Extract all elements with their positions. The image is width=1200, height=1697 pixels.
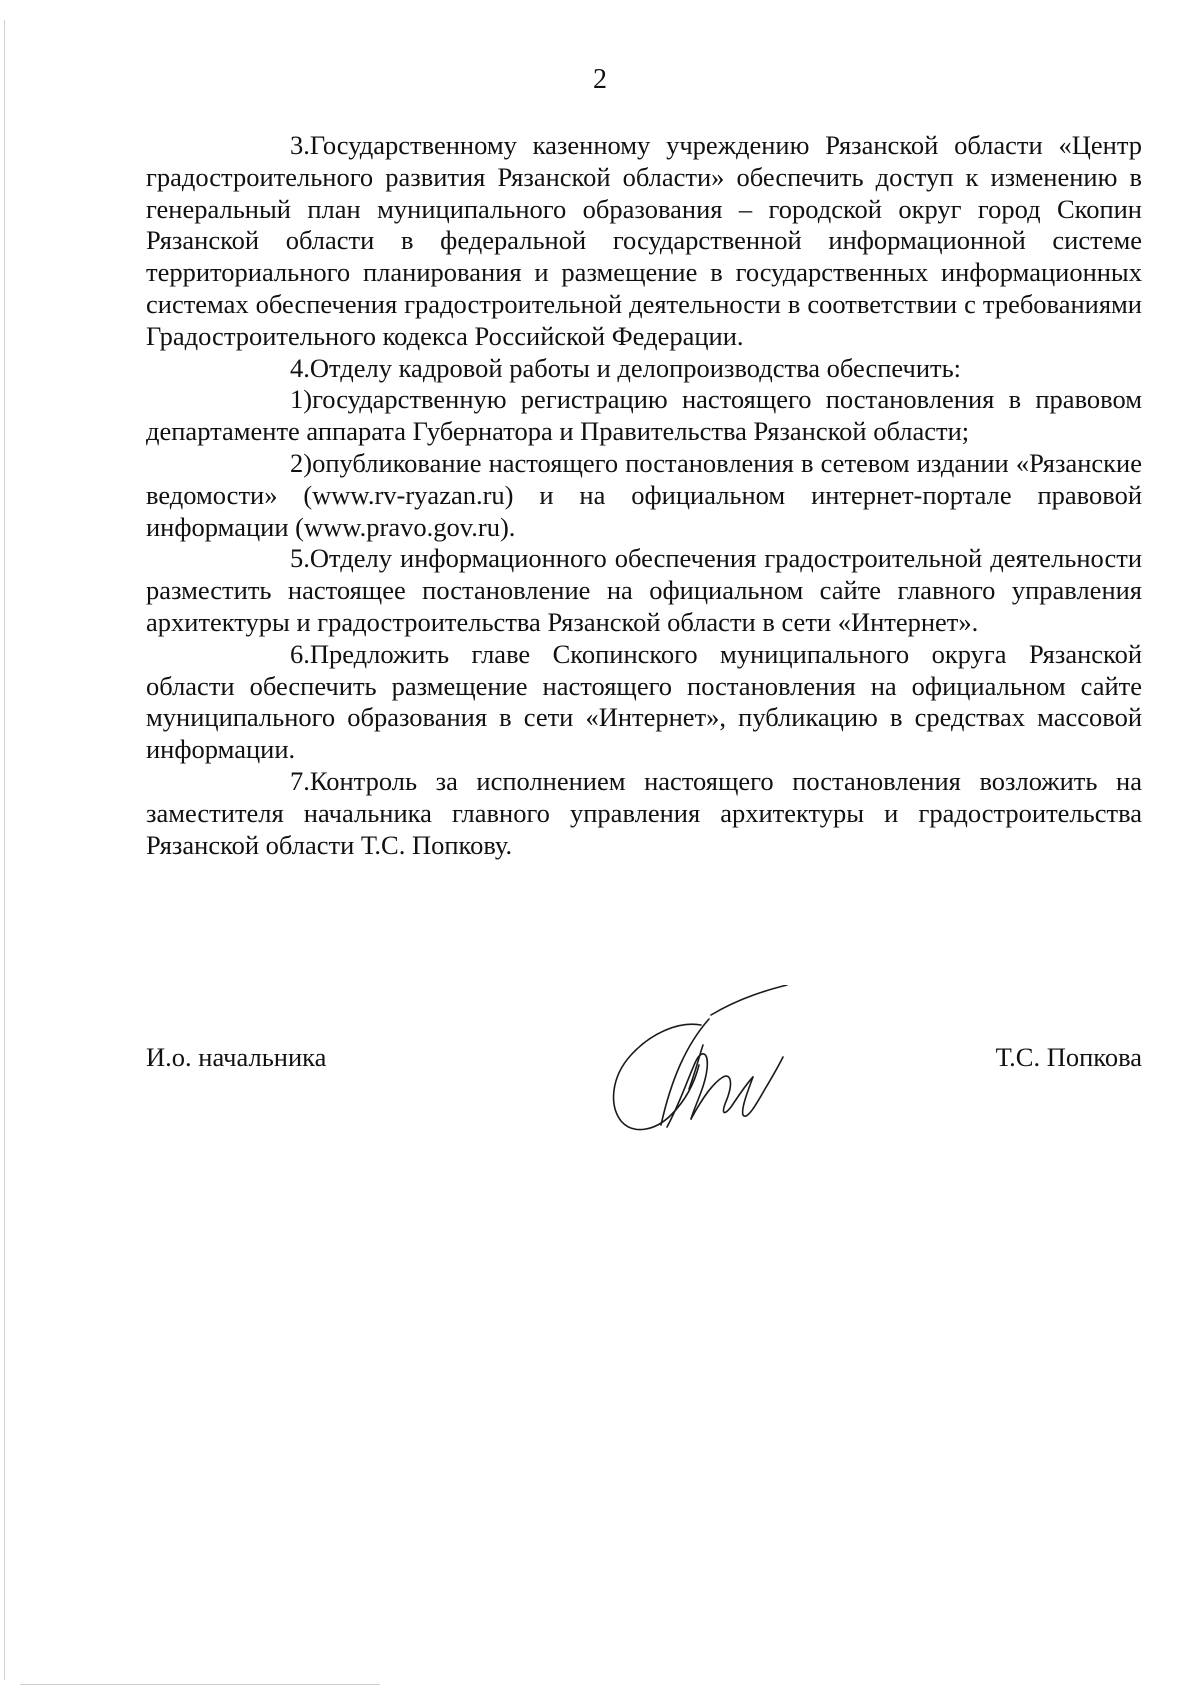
handwritten-signature bbox=[591, 985, 811, 1145]
scan-edge-left bbox=[4, 20, 5, 1680]
paragraph-number: 6. bbox=[290, 638, 310, 669]
paragraph-4-1 bbox=[146, 384, 1142, 448]
paragraph-number: 1) bbox=[290, 384, 313, 415]
paragraph-number: 5. bbox=[290, 543, 310, 574]
paragraph-text: Государственному казенному учреждению Рязанской области «Центр градостроительного развития Рязанской области» обеспечить доступ к изменению в генеральный план муниципального образования – городской округ город Скопин Рязанской области в федеральной государственной информационной системе территориального планирования и размещение в государственных информационных системах обеспечения градостроительной деятельности в соответствии с требованиями Градостроительного кодекса Российской Федерации. bbox=[146, 130, 1142, 351]
signatory-position: И.о. начальника bbox=[146, 1042, 327, 1072]
paragraph-text: опубликование настоящего постановления в сетевом издании «Рязанские ведомости» (www.rv-ryazan.ru) и на официальном интернет-портале правовой информации (www.pravo.gov.ru). bbox=[146, 447, 1142, 542]
paragraph-number: 4. bbox=[290, 352, 310, 383]
signature-block bbox=[146, 1005, 1142, 1165]
paragraph-number: 2) bbox=[290, 447, 313, 478]
signatory-name: Т.С. Попкова bbox=[995, 1042, 1142, 1072]
document-body bbox=[146, 130, 1142, 861]
paragraph-text: Отделу информационного обеспечения градостроительной деятельности разместить настоящее постановление на официальном сайте главного управления архитектуры и градостроительства Рязанской области в сети «Интернет». bbox=[146, 543, 1142, 637]
scan-edge-bottom bbox=[20, 1684, 380, 1685]
paragraph-5 bbox=[146, 543, 1142, 638]
paragraph-4-2 bbox=[146, 448, 1142, 543]
paragraph-text: Предложить главе Скопинского муниципального округа Рязанской области обеспечить размещение настоящего постановления на официальном сайте муниципального образования в сети «Интернет», публикацию в средствах массовой информации. bbox=[146, 638, 1142, 765]
paragraph-3 bbox=[146, 130, 1142, 353]
paragraph-text: государственную регистрацию настоящего постановления в правовом департаменте аппарата Губернатора и Правительства Рязанской области; bbox=[146, 384, 1142, 447]
paragraph-4 bbox=[146, 353, 1142, 385]
paragraph-number: 7. bbox=[290, 765, 310, 796]
paragraph-text: Отделу кадровой работы и делопроизводства обеспечить: bbox=[309, 352, 962, 383]
page-number: 2 bbox=[593, 64, 607, 95]
paragraph-text: Контроль за исполнением настоящего постановления возложить на заместителя начальника главного управления архитектуры и градостроительства Рязанской области Т.С. Попкову. bbox=[146, 765, 1142, 860]
paragraph-number: 3. bbox=[290, 130, 310, 160]
paragraph-7 bbox=[146, 766, 1142, 861]
paragraph-6 bbox=[146, 639, 1142, 766]
